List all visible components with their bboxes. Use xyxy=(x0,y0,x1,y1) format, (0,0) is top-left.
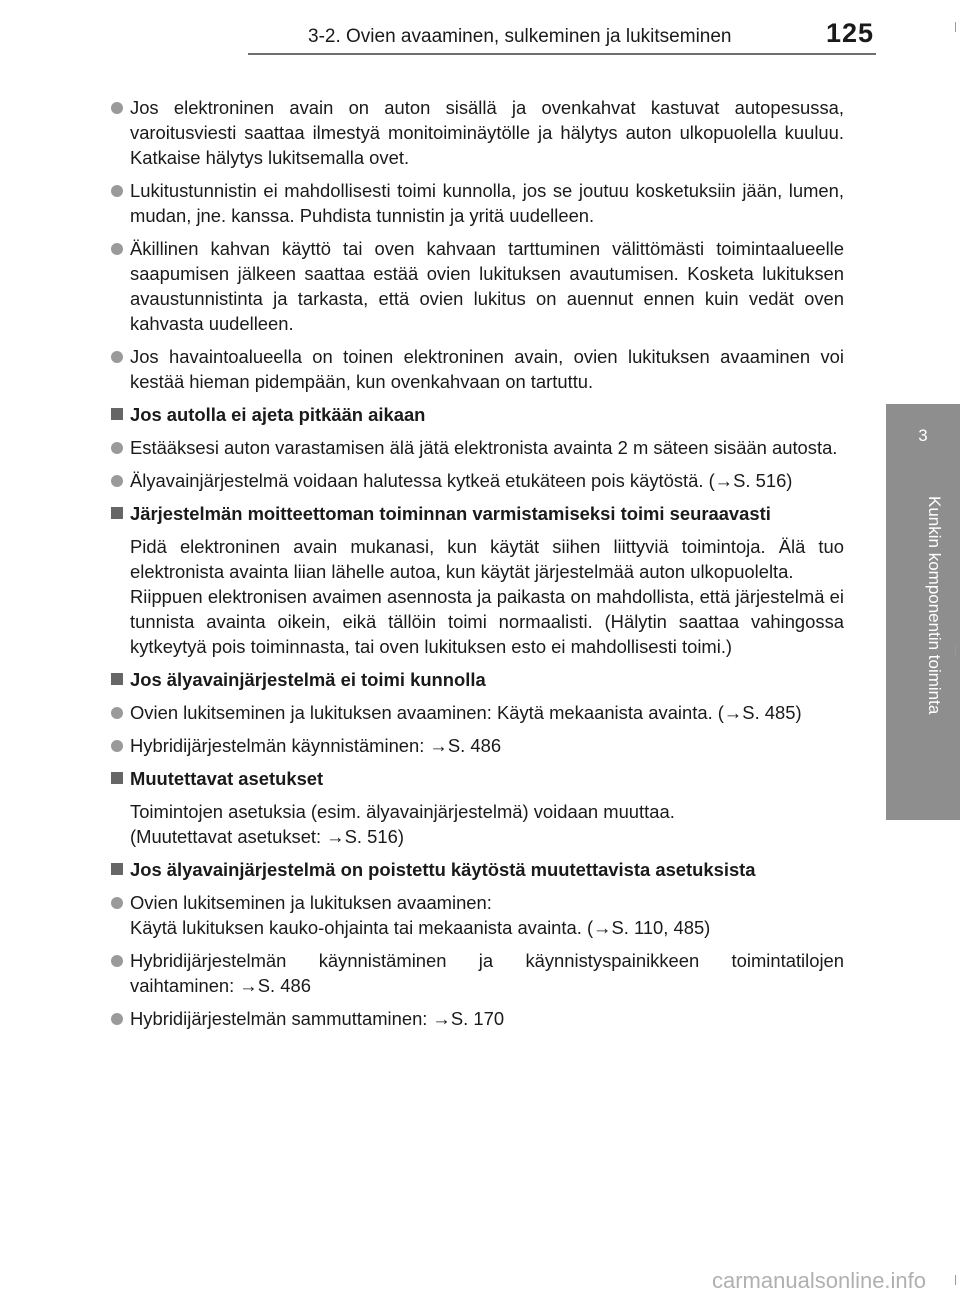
heading-square-icon xyxy=(111,772,123,784)
bullet-line: Ovien lukitseminen ja lukituksen avaaminen: xyxy=(130,892,492,913)
bullet-item xyxy=(108,1006,844,1031)
bullet-text: Hybridijärjestelmän sammuttaminen: →S. 170 xyxy=(130,1008,505,1029)
crop-mark xyxy=(955,22,956,32)
bullet-item xyxy=(108,435,844,460)
bullet-text: Hybridijärjestelmän käynnistäminen ja käynnistyspainikkeen toimintatilojen vaihtaminen: →S. 486 xyxy=(130,950,844,996)
heading-text: Jos autolla ei ajeta pitkään aikaan xyxy=(130,404,426,425)
section-heading xyxy=(108,766,844,791)
bullet-dot-icon xyxy=(111,707,123,719)
heading-text: Järjestelmän moitteettoman toiminnan varmistamiseksi toimi seuraavasti xyxy=(130,503,771,524)
bullet-item xyxy=(108,890,844,940)
bullet-dot-icon xyxy=(111,243,123,255)
bullet-text: Lukitustunnistin ei mahdollisesti toimi kunnolla, jos se joutuu kosketuksiin jään, lumen, mudan, jne. kanssa. Puhdista tunnistin ja yritä uudelleen. xyxy=(130,180,844,226)
bullet-text: Ovien lukitseminen ja lukituksen avaaminen: Käytä mekaanista avainta. (→S. 485) xyxy=(130,702,802,723)
heading-text: Jos älyavainjärjestelmä ei toimi kunnolla xyxy=(130,669,486,690)
paragraph-text: Toimintojen asetuksia (esim. älyavainjärjestelmä) voidaan muuttaa. xyxy=(130,801,675,822)
bullet-text: Estääksesi auton varastamisen älä jätä elektronista avainta 2 m säteen sisään autosta. xyxy=(130,437,838,458)
crop-mark xyxy=(955,645,956,655)
bullet-item xyxy=(108,236,844,336)
crop-mark xyxy=(955,1275,956,1285)
bullet-item xyxy=(108,178,844,228)
page-content xyxy=(108,95,844,1039)
heading-square-icon xyxy=(111,863,123,875)
paragraph-text: (Muutettavat asetukset: →S. 516) xyxy=(130,826,404,847)
bullet-item xyxy=(108,733,844,758)
page-number: 125 xyxy=(826,18,875,48)
bullet-text: Jos havaintoalueella on toinen elektroninen avain, ovien lukituksen avaaminen voi kestää hieman pidempään, kun ovenkahvaan on tartuttu. xyxy=(130,346,844,392)
paragraph xyxy=(108,534,844,659)
bullet-text: Äkillinen kahvan käyttö tai oven kahvaan tarttuminen välittömästi toimintaalueelle saapumisen jälkeen saattaa estää ovien lukituksen avautumisen. Kosketa lukituksen avaustunnistinta ja tarkasta, että ovien lukitus on auennut ennen kuin vedät oven kahvasta uudelleen. xyxy=(130,238,844,334)
bullet-dot-icon xyxy=(111,351,123,363)
bullet-dot-icon xyxy=(111,102,123,114)
section-heading xyxy=(108,402,844,427)
bullet-item xyxy=(108,95,844,170)
footer-watermark: carmanualsonline.info xyxy=(712,1268,927,1293)
chapter-side-tab xyxy=(886,404,960,820)
bullet-text: Älyavainjärjestelmä voidaan halutessa kytkeä etukäteen pois käytöstä. (→S. 516) xyxy=(130,470,793,491)
bullet-dot-icon xyxy=(111,955,123,967)
heading-square-icon xyxy=(111,507,123,519)
section-heading xyxy=(108,501,844,526)
paragraph xyxy=(108,799,844,849)
bullet-item xyxy=(108,468,844,493)
chapter-label: Kunkin komponentin toiminta xyxy=(925,496,944,715)
section-heading xyxy=(108,857,844,882)
bullet-dot-icon xyxy=(111,1013,123,1025)
bullet-dot-icon xyxy=(111,897,123,909)
chapter-number: 3 xyxy=(918,426,928,445)
bullet-line: Käytä lukituksen kauko-ohjainta tai mekaanista avainta. (→S. 110, 485) xyxy=(130,917,711,938)
paragraph-text: Pidä elektroninen avain mukanasi, kun käytät siihen liittyviä toimintoja. Älä tuo elektronista avainta liian lähelle autoa, kun käytät järjestelmää auton ulkopuolelta. xyxy=(130,536,844,582)
bullet-text: Jos elektroninen avain on auton sisällä ja ovenkahvat kastuvat autopesussa, varoitusviesti saattaa ilmestyä monitoiminäytölle ja hälytys auton ulkopuolella kuuluu. Katkaise hälytys lukitsemalla ovet. xyxy=(130,97,844,168)
bullet-dot-icon xyxy=(111,442,123,454)
paragraph-text: Riippuen elektronisen avaimen asennosta ja paikasta on mahdollista, että järjestelmä ei tunnista avainta oikein, eikä tällöin toimi normaalisti. (Hälytin saattaa vahingossa kytkeytyä pois toiminnasta, tai oven lukituksen esto ei mahdollisesti toimi.) xyxy=(130,586,844,657)
section-heading xyxy=(108,667,844,692)
heading-text: Jos älyavainjärjestelmä on poistettu käytöstä muutettavista asetuksista xyxy=(130,859,756,880)
bullet-dot-icon xyxy=(111,475,123,487)
bullet-item xyxy=(108,344,844,394)
heading-square-icon xyxy=(111,408,123,420)
bullet-text: Hybridijärjestelmän käynnistäminen: →S. 486 xyxy=(130,735,502,756)
page-header xyxy=(0,0,960,60)
section-title: 3-2. Ovien avaaminen, sulkeminen ja lukitseminen xyxy=(308,26,732,47)
heading-square-icon xyxy=(111,673,123,685)
bullet-dot-icon xyxy=(111,740,123,752)
heading-text: Muutettavat asetukset xyxy=(130,768,324,789)
bullet-item xyxy=(108,700,844,725)
bullet-item xyxy=(108,948,844,998)
bullet-dot-icon xyxy=(111,185,123,197)
header-rule xyxy=(248,53,876,55)
